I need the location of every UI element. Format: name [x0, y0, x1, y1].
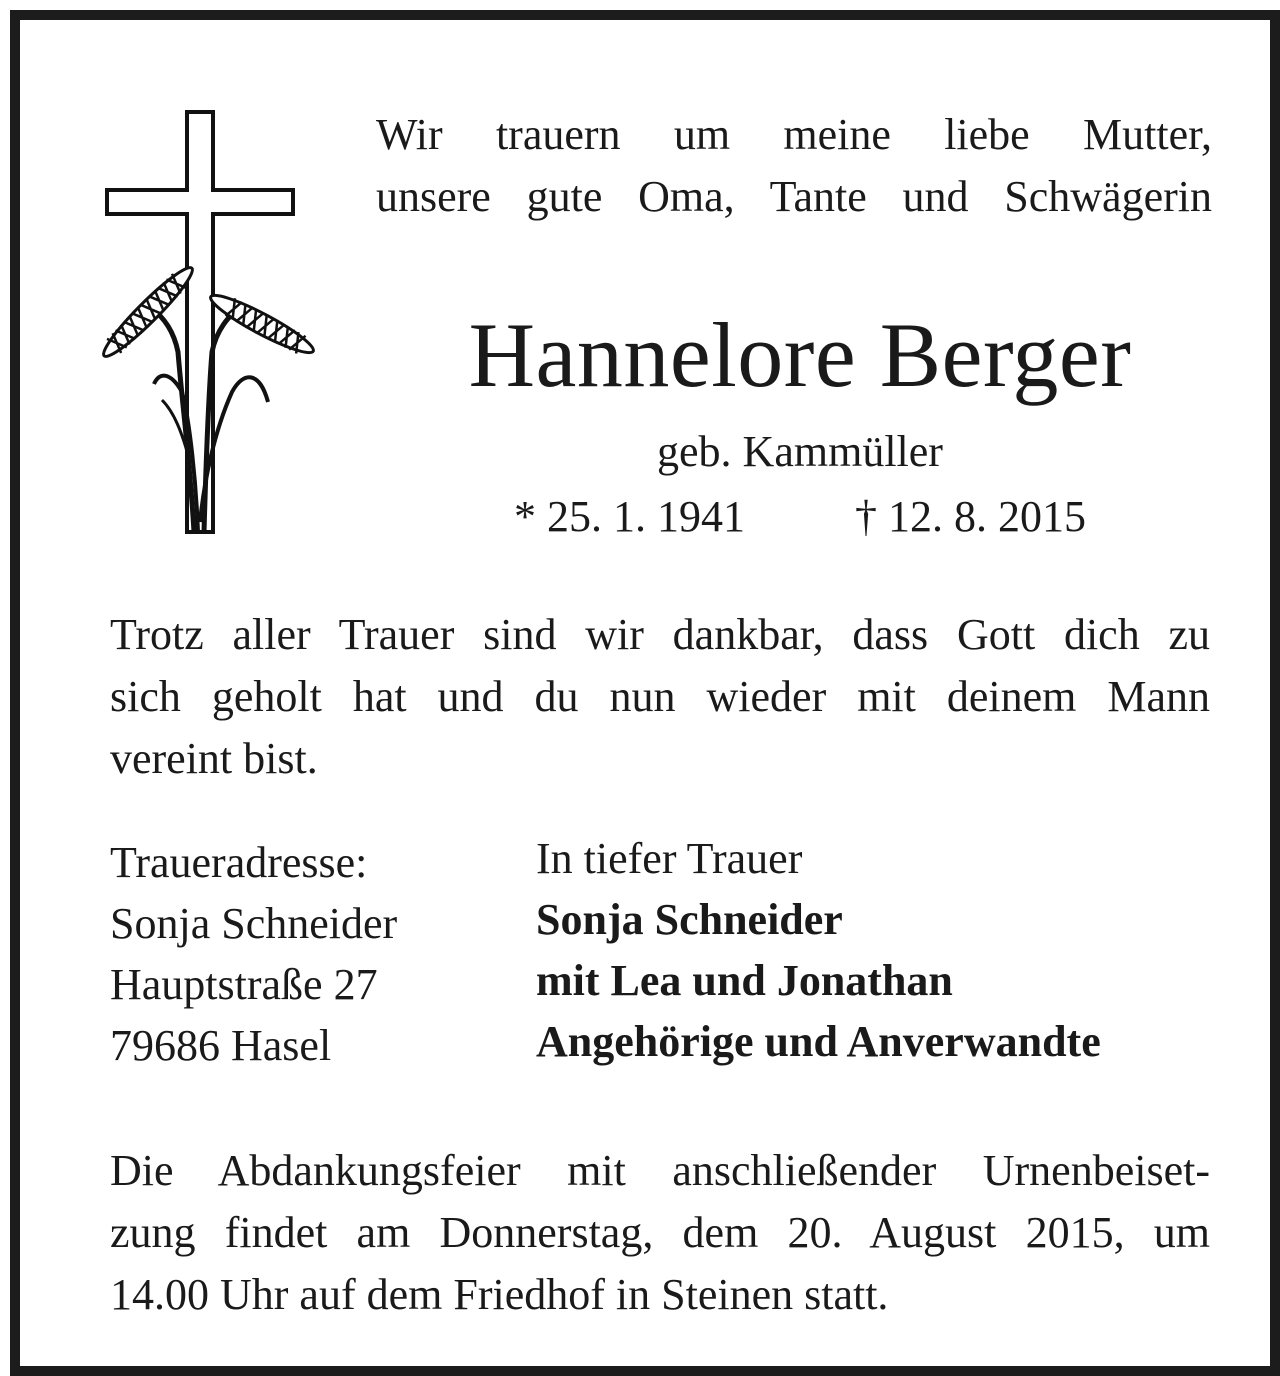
intro-line: Wir trauern um meine liebe Mutter, — [376, 110, 1212, 159]
message-line: sich geholt hat und du nun wieder mit deinem Mann — [110, 672, 1210, 721]
intro-line: unsere gute Oma, Tante und Schwägerin — [376, 172, 1212, 221]
address-street: Hauptstraße 27 — [110, 960, 378, 1009]
ceremony-paragraph — [110, 1140, 1210, 1326]
address-name: Sonja Schneider — [110, 899, 398, 948]
mourning-address — [110, 832, 530, 1076]
mourners-block — [536, 828, 1226, 1072]
ceremony-line: zung findet am Donnerstag, dem 20. August 2015, um — [110, 1208, 1210, 1257]
obituary-frame — [10, 10, 1280, 1376]
mourner-name: Sonja Schneider — [536, 895, 843, 944]
deceased-name: Hannelore Berger — [468, 304, 1132, 406]
maiden-name: geb. Kammüller — [657, 427, 943, 476]
mourner-name: Angehörige und Anverwandte — [536, 1017, 1101, 1066]
ceremony-line: Die Abdankungsfeier mit anschließender Urnenbeiset- — [110, 1146, 1210, 1195]
birth-date: * 25. 1. 1941 — [514, 492, 745, 541]
intro-text — [376, 104, 1212, 228]
mourners-heading: In tiefer Trauer — [536, 834, 803, 883]
message-paragraph — [110, 604, 1210, 790]
cross-with-wheat-icon — [82, 102, 318, 542]
life-dates — [380, 488, 1220, 546]
death-date: † 12. 8. 2015 — [855, 492, 1086, 541]
ceremony-line: 14.00 Uhr auf dem Friedhof in Steinen statt. — [110, 1270, 889, 1319]
message-line: vereint bist. — [110, 734, 318, 783]
address-city: 79686 Hasel — [110, 1021, 332, 1070]
message-line: Trotz aller Trauer sind wir dankbar, dass Gott dich zu — [110, 610, 1210, 659]
mourner-name: mit Lea und Jonathan — [536, 956, 953, 1005]
address-label: Traueradresse: — [110, 838, 368, 887]
